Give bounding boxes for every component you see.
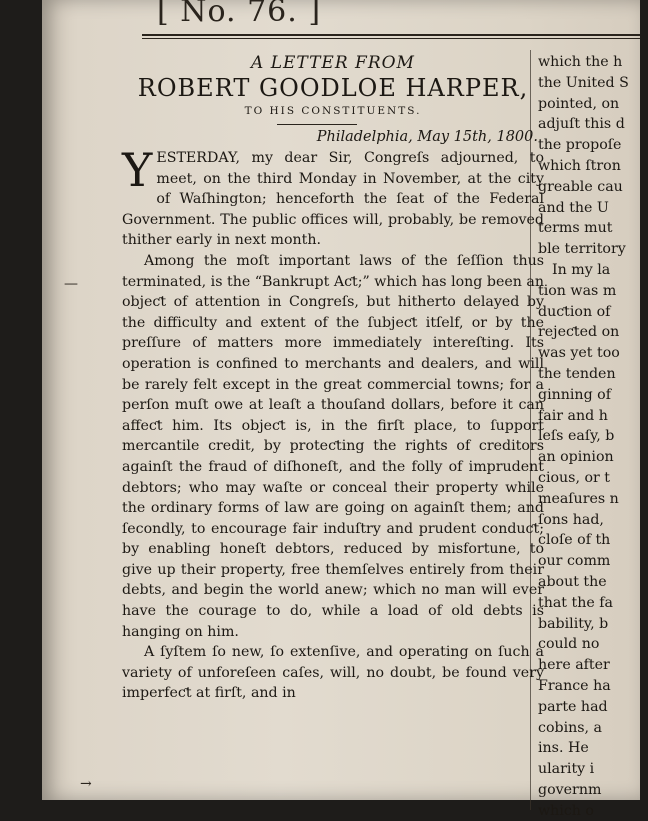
article-paragraph-2: Among the moſt important laws of the ſeſſion thus terminated, is the “Bankrupt Aƈt;” which has long been an objeƈt of attention in Congreſs, but hitherto delayed by the difficulty and extent of the ſubjeƈt itſelf, or by the preſſure of matters more immediately intereſting. Its operation is confined to merchants and dealers, and will be rarely felt except in the great commercial towns; for a perſon muſt owe at leaſt a thouſand dollars, before it can affeƈt him. Its objeƈt is, in the firſt place, to ſupport mercantile credit, by proteƈting the rights of creditors againſt the fraud of diſhoneſt, and the folly of imprudent debtors; who may waſte or conceal their property while the ordinary forms of law are going on againſt them; and ſecondly, to encourage fair induſtry and prudent conduƈt; by enabling honeſt debtors, reduced by misfortune, to give up their property, free themſelves entirely from their debts, and begin the world anew; which no man will ever have the courage to do, while a load of old debts is hanging on him.: [122, 252, 544, 640]
newspaper-page: [42, 0, 640, 819]
side-column-line: which ſtron: [538, 157, 621, 174]
side-column-line: fair and h: [538, 407, 608, 424]
article-paragraph-3: A ſyſtem ſo new, ſo extenſive, and operating on ſuch a variety of unforeſeen caſes, will, no doubt, be found very imperfeƈt at firſt, and in: [122, 644, 544, 702]
headline-divider: [277, 124, 357, 125]
article-dateline: Philadelphia, May 15th, 1800.: [316, 129, 538, 145]
side-column-line: governm: [538, 781, 602, 798]
article-kicker: A LETTER FROM: [251, 53, 415, 73]
side-column-line: an opinion: [538, 449, 614, 466]
side-column-line: leſs eaſy, b: [538, 428, 615, 445]
side-column-line: the United S: [538, 74, 629, 91]
side-column-line: ble territory: [538, 241, 626, 258]
side-column-line: cloſe of th: [538, 532, 611, 549]
side-column-line: tion was m: [538, 282, 617, 299]
side-column-line: greable cau: [538, 178, 623, 195]
side-column-line: and the U: [538, 199, 609, 216]
article-paragraph-1: [122, 143, 544, 251]
side-column-line: ſons had,: [538, 511, 604, 528]
drop-cap: Y: [122, 143, 153, 197]
side-column-line: parte had: [538, 698, 608, 715]
side-column-line: ginning of: [538, 386, 611, 403]
margin-mark-upper: —: [64, 276, 78, 292]
side-column-line: rejeƈted on: [538, 324, 620, 341]
side-column-line: was yet too: [538, 345, 620, 362]
article-audience: TO HIS CONSTITUENTS.: [244, 105, 422, 117]
side-column-line: France ha: [538, 677, 611, 694]
side-column-line: about the: [538, 573, 607, 590]
side-column-line: which the h: [538, 54, 623, 70]
side-column: [538, 52, 648, 821]
margin-mark-lower: →: [80, 776, 92, 792]
masthead-rule-thin: [142, 38, 640, 39]
side-column-line: the propoſe: [538, 137, 622, 154]
side-column-line: ularity i: [538, 761, 595, 778]
side-column-line: cobins, a: [538, 719, 603, 736]
masthead-rule: [142, 34, 640, 36]
side-column-line: our comm: [538, 553, 611, 570]
side-column-line: could no: [538, 636, 600, 653]
side-column-line: the tenden: [538, 365, 616, 382]
side-column-line: terms mut: [538, 220, 613, 237]
main-column: [122, 52, 544, 704]
side-column-line: pointed, on: [538, 95, 620, 112]
side-column-line: that the fa: [538, 594, 613, 611]
issue-number: [ No. 76. ]: [157, 0, 322, 29]
side-column-line: duƈtion of: [538, 303, 611, 320]
side-column-line: here after: [538, 657, 610, 674]
side-column-line: ins. He: [538, 740, 589, 757]
side-column-line: which o: [538, 802, 594, 819]
side-column-line: In my la: [552, 261, 611, 278]
side-column-line: adjuſt this d: [538, 116, 625, 133]
paragraph-1-text: ESTERDAY, my dear Sir, Congreſs adjourned, to meet, on the third Monday in November, at the city of Waſhington; henceforth the ſeat of the Federal Government. The public offices will, probably, be removed thither early in next month.: [122, 150, 544, 249]
side-column-line: cious, or t: [538, 469, 610, 486]
article-author: ROBERT GOODLOE HARPER,: [137, 74, 529, 102]
side-column-line: bability, b: [538, 615, 609, 632]
side-column-line: meaſures n: [538, 490, 619, 507]
